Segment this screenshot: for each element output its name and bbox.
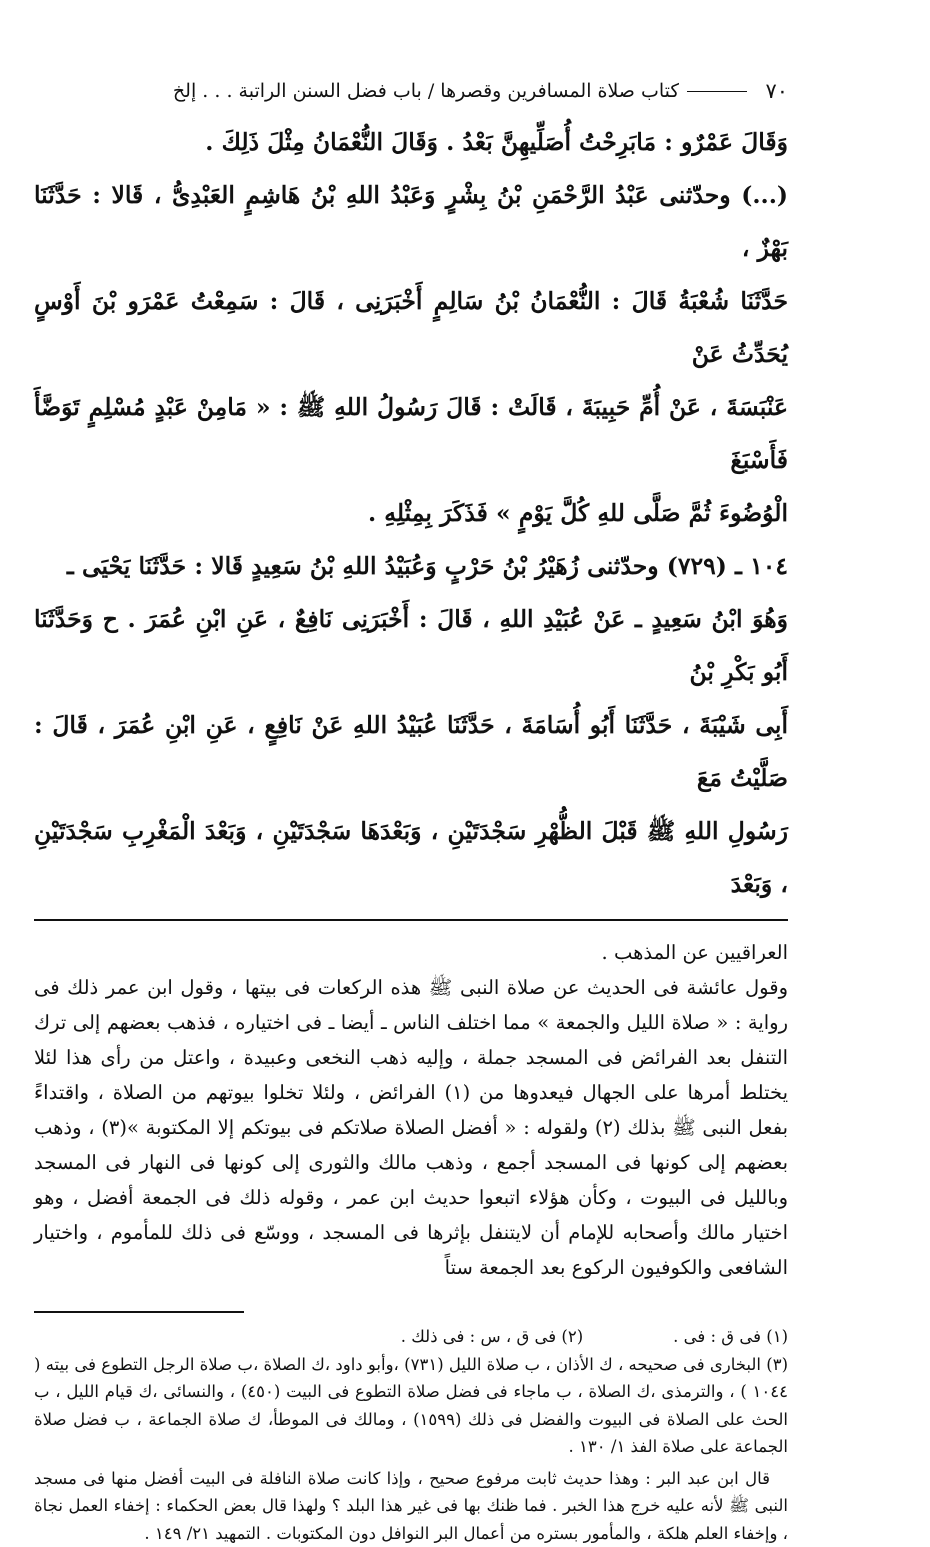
footnote-row [34,1323,788,1351]
hadith-line: (...) وحدّثنى عَبْدُ الرَّحْمَنِ بْنُ بِشْرٍ وَعَبْدُ اللهِ بْنُ هَاشِمٍ العَبْدِىُّ ، قَالا : حَدَّثَنَا بَهْزٌ ، [34,169,788,275]
hadith-line: رَسُولِ اللهِ ﷺ قَبْلَ الظُّهْرِ سَجْدَتَيْنِ ، وَبَعْدَهَا سَجْدَتَيْنِ ، وَبَعْدَ الْمَغْرِبِ سَجْدَتَيْنِ ، وَبَعْدَ [34,805,788,911]
footnote-3: (٣) البخارى فى صحيحه ، ك الأذان ، ب صلاة الليل (٧٣١) ،وأبو داود ،ك الصلاة ،ب صلاة الرجل التطوع فى بيته ( ١٠٤٤ ) ، والترمذى ،ك الصلاة ، ب ماجاء فى فضل صلاة التطوع فى البيت (٤٥٠) ، والنسائى ،ك قيام الليل ، ب الحث على الصلاة فى البيوت والفضل فى ذلك (١٥٩٩) ، ومالك فى الموطأ، ك صلاة الجماعة ، ب فضل صلاة الجماعة على صلاة الفذ ١/ ١٣٠ . [34,1351,788,1461]
page-number: ٧٠ [765,79,788,103]
hadith-line: أَبِى شَيْبَةَ ، حَدَّثَنَا أَبُو أُسَامَةَ ، حَدَّثَنَا عُبَيْدُ اللهِ عَنْ نَافِعٍ ، عَنِ ابْنِ عُمَرَ ، قَالَ : صَلَّيْتُ مَعَ [34,699,788,805]
commentary-paragraph: وقول عائشة فى الحديث عن صلاة النبى ﷺ هذه الركعات فى بيتها ، وقول ابن عمر ذلك فى رواية : « صلاة الليل والجمعة » مما اختلف الناس ـ أيضا ـ فى اختياره ، فذهب بعضهم إلى ترك التنفل بعد الفرائض فى المسجد جملة ، وإليه ذهب النخعى وعبيدة ، واعتل من رأى هذا لئلا يختلط أمرها على الجهال فيعدوها من (١) الفرائض ، ولئلا تخلوا بيوتهم من الصلاة ، واقتداءً بفعل النبى ﷺ بذلك (٢) ولقوله : « أفضل الصلاة صلاتكم فى بيوتكم إلا المكتوبة »(٣) ، وذهب بعضهم إلى كونها فى المسجد أجمع ، وذهب مالك والثورى إلى كونها فى النهار فى المسجد وبالليل فى البيوت ، وكأن هؤلاء اتبعوا حديث ابن عمر ، وقوله ذلك فى الجمعة أفضل ، وهو اختيار مالك وأصحابه للإمام أن لايتنفل بإثرها فى المسجد ، ووسّع فى ذلك للمأموم ، واختيار الشافعى والكوفيون الركوع بعد الجمعة ستاً [34,970,788,1285]
running-title: كتاب صلاة المسافرين وقصرها / باب فضل السنن الراتبة . . . إلخ [34,80,679,102]
footnotes [34,1323,788,1547]
footnote-1: (١) فى ق : فى . [673,1323,788,1351]
footnote-divider [34,1311,244,1313]
hadith-line: عَنْبَسَةَ ، عَنْ أُمِّ حَبِيبَةَ ، قَالَتْ : قَالَ رَسُولُ اللهِ ﷺ : « مَامِنْ عَبْدٍ مُسْلِمٍ تَوَضَّأَ فَأَسْبَغَ [34,381,788,487]
page-header [34,76,788,106]
hadith-line: وَقَالَ عَمْرٌو : مَابَرِحْتُ أُصَلِّيهِنَّ بَعْدُ . وَقَالَ النُّعْمَانُ مِثْلَ ذَلِكَ . [34,116,788,169]
hadith-line: الْوُضُوءَ ثُمَّ صَلَّى للهِ كُلَّ يَوْمٍ » فَذَكَرَ بِمِثْلِهِ . [34,487,788,540]
footnote-2: (٢) فى ق ، س : فى ذلك . [401,1323,583,1351]
header-dash-divider [687,91,747,92]
hadith-line: وَهُوَ ابْنُ سَعِيدٍ ـ عَنْ عُبَيْدِ اللهِ ، قَالَ : أَخْبَرَنِى نَافِعٌ ، عَنِ ابْنِ عُمَرَ . ح وَحَدَّثَنَا أَبُو بَكْرِ بْنُ [34,593,788,699]
commentary-text [34,935,788,1285]
hadith-line: ١٠٤ ـ (٧٢٩) وحدّثنى زُهَيْرُ بْنُ حَرْبٍ وَعُبَيْدُ اللهِ بْنُ سَعِيدٍ قَالا : حَدَّثَنَا يَحْيَى ـ [34,540,788,593]
commentary-first-line: العراقيين عن المذهب . [34,935,788,970]
hadith-line: حَدَّثَنَا شُعْبَةُ قَالَ : النُّعْمَانُ بْنُ سَالِمٍ أَخْبَرَنِى ، قَالَ : سَمِعْتُ عَمْرَو بْنَ أَوْسٍ يُحَدِّثُ عَنْ [34,275,788,381]
footnote-note: قال ابن عبد البر : وهذا حديث ثابت مرفوع صحيح ، وإذا كانت صلاة النافلة فى البيت أفضل منها فى مسجد النبى ﷺ لأنه عليه خرج هذا الخبر . فما ظنك بها فى غير هذا البلد ؟ ولهذا قال بعض الحكماء : إخفاء العمل نجاة ، وإخفاء العلم هلكة ، والمأمور بستره من أعمال البر النوافل دون المكتوبات . التمهيد ٢١/ ١٤٩ . [34,1465,788,1547]
main-divider [34,919,788,921]
hadith-text [34,116,788,911]
